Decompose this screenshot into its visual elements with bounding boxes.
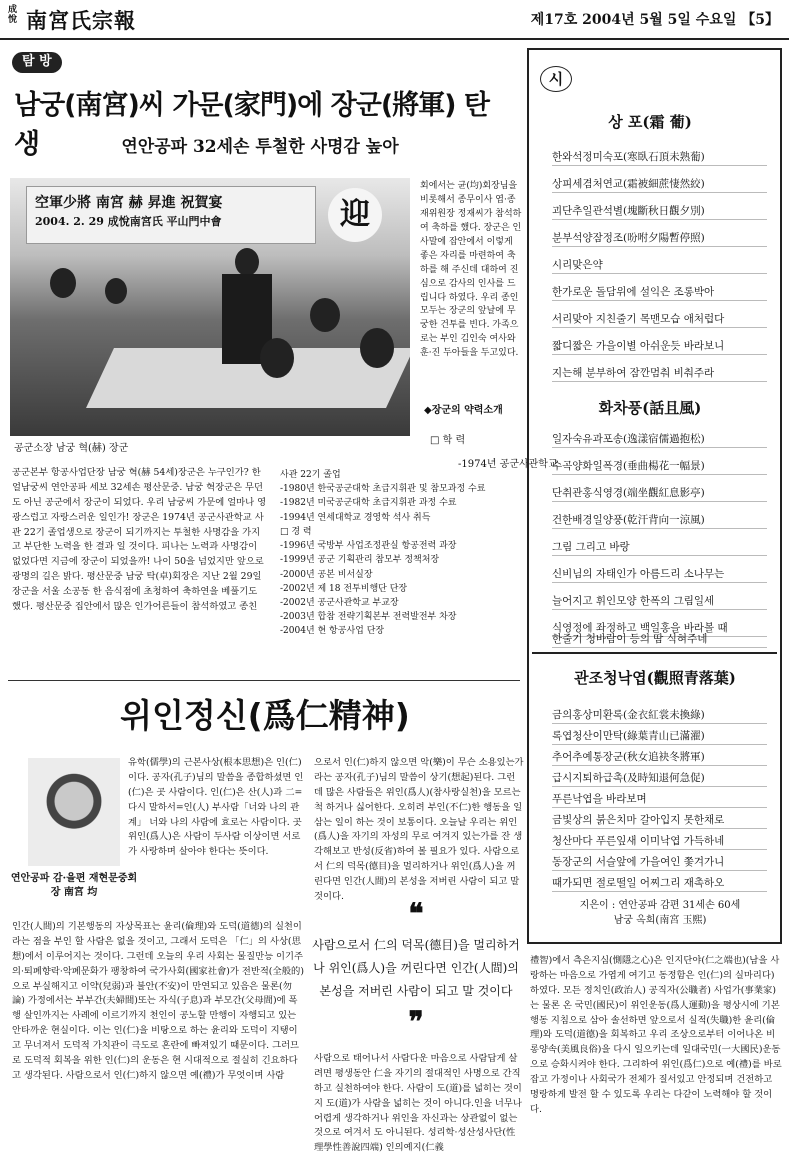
poem-line: 한가로운 돌담위에 설익은 조롱박아 xyxy=(552,285,767,301)
career-item: -1994년 연세대학교 경영학 석사 취득 xyxy=(280,512,431,523)
editorial-column-2-bottom: 사람으로 태어나서 사람다운 마음으로 사람답게 살려면 평생동안 仁을 자기의 절대적인 사명으로 간직하고 실천하여야 한다. 사람이 도(道)를 넓히는 것이지 도(道)가 사람을 넓히는 것이 아니다.인을 너무나 어렵게 생각하거나 위인을 자신과는 상관없이 없는 것으로 여겨서 도 아니된다. 성리학·성산성사단(性理學性善說四端) 인의예지(仁義 xyxy=(314,1053,522,1154)
career-item: -1980년 한국공군대학 초급지휘관 및 참모과정 수료 xyxy=(280,484,486,495)
photo-banner-line2: 2004. 2. 29 成悅南宮氏 平山門中會 xyxy=(35,215,222,228)
poem-line: 시리맞은약 xyxy=(552,258,767,274)
guest xyxy=(310,298,340,332)
photo-banner-line1: 空軍少將 南宮 赫 昇進 祝賀宴 xyxy=(35,195,223,211)
poem-line: 급시지퇴하급촉(及時知退何急促) xyxy=(552,771,767,787)
poem-line: 분부석양잠정조(吩咐夕陽暫停照) xyxy=(552,231,767,247)
career-item: 사관 22기 졸업 xyxy=(280,470,341,480)
editorial-title: 위인정신(爲仁精神) xyxy=(120,696,410,735)
career-item: -2000년 공본 비서실장 xyxy=(280,569,373,580)
close-quote-icon: ❞ xyxy=(408,1005,424,1039)
editorial-body-left: 인간(人間)의 기본행동의 자상목표는 윤리(倫理)와 도덕(道德)의 실천이라는 점을 부인 할 사람은 없을 것이고, 그래서 도덕은 「仁」의 사상(思想)에서 이루어지는 것이다. 그런데 오늘의 우리 사회는 물질만능 이기주의·퇴폐향락·악폐문화가 팽창하여 국가사회(國家社會)가 전반적(全般的)으로 부실해지고 이약(兒弱)과 불안(不安)이 만연되고 있음은 물론(勿論) 가정에서는 부부간(夫婦間)또는 자식(子息)과 부모간(父母間)에 폭행 살인까지는 사례에 이르기까지 천인이 공노할 만행이 자행되고 있는 안타까운 현실이다. 이는 인(仁)을 비탕으로 하는 윤리와 도덕이 지탱이고 무너져서 도덕적 가치관이 극도로 혼란에 빠져있기 때문이다. 그러므로 도덕적 회복을 위한 인(仁)의 운동은 현 시대적으로 절실히 긴요하다고 생각된다. 사람으로서 인(仁)하지 않으면 예(禮)가 무엇이며 사람 xyxy=(12,921,304,1081)
pull-quote-text: 사람으로서 仁의 덕목(德目)을 멀리하거나 위인(爲人)을 꺼린다면 인간(人間)의 본성을 저버린 사람이 되고 말 것이다 xyxy=(312,938,520,998)
editorial-column-1: 유학(儒學)의 근본사상(根本思想)은 인(仁)이다. 공자(孔子)님의 말씀을 종합하셨면 인(仁)은 곳 사람이다. 인(仁)은 산(人)과 二=다시 말하서=인(人) 부사람「너와 나의 관계」 너와 나의 사람에 효로는 사람이다. 곳 위인(爲人)은 사람이 두사람 이상이면 서로가 사랑하며 살아야 한다는 뜻이다. xyxy=(128,757,304,858)
poem-line: 서리맞아 지친줄기 목맨모습 애처럽다 xyxy=(552,312,767,328)
profile-heading: ◆장군의 약력소개 xyxy=(424,405,503,416)
education-heading: □ 학 력 xyxy=(430,435,466,446)
career-item: -1996년 국방부 사업조정관실 항공전력 과장 xyxy=(280,541,457,552)
poem-author xyxy=(575,898,745,928)
poem-line: 단취관홍식영경(端坐觀紅息影亭) xyxy=(552,486,767,502)
poem-line: 건한배경일양풍(乾汗背向一涼風) xyxy=(552,513,767,529)
portrait-caption: 연안공파 감·을편 재현문중회장 南宮 均 xyxy=(10,873,138,898)
poem-line: 상피세겸처연교(霜被細蔗悽然絞) xyxy=(552,177,767,193)
photo-banner xyxy=(26,186,316,244)
section-divider xyxy=(8,680,520,681)
poem-line: 청산마다 푸른잎새 이미낙엽 가득하네 xyxy=(552,834,767,850)
article-headline: 남궁(南宮)씨 가문(家門)에 장군(將軍) 탄생 xyxy=(14,90,489,161)
poem2-title: 화차풍(話且風) xyxy=(598,399,702,417)
poem-line: 추어추예통장군(秋女追袂冬將軍) xyxy=(552,750,767,766)
poem-line: 신비님의 자태인가 아름드리 소나무는 xyxy=(552,567,767,583)
editorial-column-3: 禮智)에서 측은지심(惻隱之心)은 인지단야(仁之端也)(남을 사랑하는 마음으로 가엽게 여기고 동정함은 인(仁)의 실마리다)하였다. 모든 정치인(政治人) 공직자(公職者) 사업가(事業家)는 물론 온 국민(國民)이 위인운동(爲人運動)을 평상시에 기본행동 지침으로 삼아 솔선하면 앞으로서 실적(失職)한 윤리(倫理)와 도덕(道德)을 회복하고 우리 조상으로부터 이어나온 비롱양속(美風良俗)을 다시 일으키는데 일대국민(一大國民)운동으로 승화시켜야 한다. 그리하여 위인(爲仁)으로 예(禮)를 바로잡고 가정이나 사회국가 전체가 질서있고 안정되며 건전하고 명랑하게 발전 할 수 있도록 우리는 다같이 노력해야 할 것이다. xyxy=(530,955,782,1115)
poem-tag: 시 xyxy=(540,66,572,92)
paper-name: 南宮氏宗報 xyxy=(26,8,136,33)
poem-line: 식영정에 좌정하고 백일홍을 바라볼 때 xyxy=(552,621,767,637)
poem-line: 수곡양화일폭경(垂曲楊花一幅景) xyxy=(552,459,767,475)
poem1-title: 상 포(霜 葡) xyxy=(608,113,692,131)
guest xyxy=(360,328,394,368)
education-line: -1974년 공군사관학교 xyxy=(458,459,558,470)
author-portrait xyxy=(28,758,120,866)
poem-line: 한줄기 청바람이 등의 땀 식혀주네 xyxy=(552,632,767,648)
career-item: -1982년 미국공군대학 초급지휘관 과정 수료 xyxy=(280,498,457,509)
career-item: -2004년 현 항공사업 단장 xyxy=(280,626,385,637)
poem-line: 괴단추일관석별(塊斷秋日觀夕別) xyxy=(552,204,767,220)
poem-line: 늘어지고 휘인모양 한폭의 그림일세 xyxy=(552,594,767,610)
poem-author-name: 남궁 옥희(南宮 玉熙) xyxy=(613,915,707,926)
poem-line: 때가되면 절로떨일 어찌그리 재촉하오 xyxy=(552,876,767,892)
poem-divider xyxy=(532,652,777,654)
poem-line: 짧디짧은 가을이별 아쉬운듯 바라보니 xyxy=(552,339,767,355)
career-item: □ 경 력 xyxy=(280,526,312,537)
pull-quote xyxy=(308,897,524,1039)
poem-line: 록엽청산이만탁(綠葉青山已滿濯) xyxy=(552,729,767,745)
poem3-title: 관조청낙엽(觀照青落葉) xyxy=(574,669,736,687)
open-quote-icon: ❝ xyxy=(408,897,424,930)
poem-line: 금의홍상미환록(金衣紅裳未換綠) xyxy=(552,708,767,724)
guest xyxy=(50,268,76,298)
poem-line: 일자숙유과포송(逸漾宿儒過抱松) xyxy=(552,432,767,448)
guest xyxy=(260,338,294,378)
poem-line: 동장군의 서슬앞에 가을여인 쫓겨가니 xyxy=(552,855,767,871)
career-item: -1999년 공군 기획관리 참모부 정책처장 xyxy=(280,555,440,566)
article-subhead: 연안공파 32세손 투철한 사명감 높아 xyxy=(121,137,399,157)
career-item: -2002년 공군사관학교 부교장 xyxy=(280,597,399,608)
career-list xyxy=(280,468,520,639)
guest xyxy=(105,278,127,304)
speaker xyxy=(235,248,259,276)
issue-info: 제17호 2004년 5월 5일 수요일 【5】 xyxy=(530,12,779,28)
career-item: -2003년 합참 전략기획본부 전력발전부 차장 xyxy=(280,612,457,623)
photo-banner-char: 迎 xyxy=(328,188,382,242)
photo-caption: 공군소장 남궁 혁(赫) 장군 xyxy=(14,443,129,454)
article-body: 공군본부 항공사업단장 남궁 혁(赫 54세)장군은 누구인가? 한얼남궁씨 연안공파 세보 32세손 평산문중. 남궁 혁장군은 무던도 아닌 공군에서 장군이 되었다. 우리 남궁씨 가문에 얼마나 영광스럽고 자랑스러운 일인가! 장군은 1974년 공군사관학교 사관 22기 졸업생으로 장군이 되기까지는 투철한 사명감을 가지고 부단한 노력을 한 결과 일 것이다. 피나는 노력과 사명감이 없었다면 지금에 장군이 되었을까! 나이 50을 넘었지만 앞으로 광명의 길은 밝다. 평산문중 남궁 탁(卓)회장은 지난 2월 29일 장군을 서울 소공동 한 음식점에 초청하여 축하연을 베풀기도 했다. 평산문중 집안에서 많은 인가어른들이 참석하였고 종친 xyxy=(12,467,267,612)
career-item: -2002년 제 18 전투비행단 단장 xyxy=(280,583,408,594)
masthead-logo: 成悅 xyxy=(8,5,18,25)
section-badge: 탐 방 xyxy=(12,52,62,73)
editorial-column-2: 으로서 인(仁)하지 않으면 악(樂)이 무슨 소용있는가 라는 공자(孔子)님의 말씀이 상기(想起)된다. 그런데 많은 사람들은 위인(爲人)(참사랑실천)을 모르는 척 하거나 싫어한다. 오히려 부인(不仁)한 행동을 일삼는 일이 하는 것이 보통이다. 오늘날 우리는 위인(爲人)을 자기의 자성의 무로 여겨지 있는가를 잔 생각해보고 반성(反省)하여 볼 필요가 있다. 사람으로서 仁의 덕목(德目)을 멀리하거나 위인(爲人)을 꺼린다면 인간(人間)의 본성을 저버린 사람이 되고 말 것이다. xyxy=(314,757,524,902)
poem-line: 한와석정미숙포(寒臥石頂未熟葡) xyxy=(552,150,767,166)
poem-line: 그림 그리고 바랑 xyxy=(552,540,767,556)
poem-line: 금빛상의 붉은치마 갈아입지 못한채로 xyxy=(552,813,767,829)
celebration-photo xyxy=(10,178,410,436)
poem-line: 푸른낙엽을 바라보며 xyxy=(552,792,767,808)
poem-line: 지는해 분부하여 잠깐멈춰 비춰주라 xyxy=(552,366,767,382)
article-right-text: 회에서는 균(均)회장님을 비롯해서 종무이사 엽·종재위원장 정재씨가 참석하여 축하를 했다. 장군은 인사말에 잡안에서 이렇게 좋은 자리를 마련하여 축하를 해 주신데 대하여 진심으로 감사의 인사를 드립니다 하였다. 우리 종인 모두는 장군의 앞날에 무궁한 건투를 빈다. 가족으로는 부인 김인숙 여사와 훈·진 두아들을 두고있다. xyxy=(420,181,522,359)
poem-author-line: 지은이 : 연안공파 감편 31세손 60세 xyxy=(579,900,741,911)
